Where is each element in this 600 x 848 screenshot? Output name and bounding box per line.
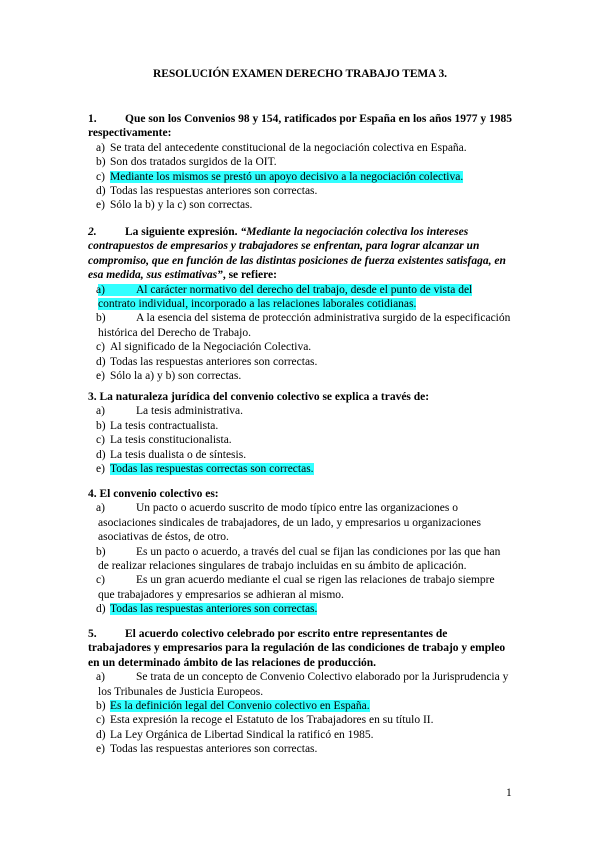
option-text: La tesis constitucionalista. xyxy=(110,434,232,447)
option-5a xyxy=(88,670,512,699)
option-label: c) xyxy=(96,714,105,727)
option-5e xyxy=(88,742,512,756)
question-3-text: 3. La naturaleza jurídica del convenio colectivo se explica a través de: xyxy=(88,391,430,403)
option-4d xyxy=(88,602,512,616)
option-1c xyxy=(88,170,512,184)
option-label: c) xyxy=(96,170,105,183)
option-label: a) xyxy=(96,405,105,418)
option-text: La tesis dualista o de síntesis. xyxy=(110,448,247,461)
option-text: A la esencia del sistema de protección administrativa surgido de la especificación histórica del Derecho de Trabajo. xyxy=(98,312,511,339)
question-2-quote: “Mediante la negociación colectiva los intereses contrapuestos de empresarios y trabajadores se enfrentan, para lograr alcanzar un compromiso, que en función de las distintas posiciones de fuerza existentes satisfaga, en esa medida, sus estimativas” xyxy=(88,226,506,282)
highlighted-answer: Todas las respuestas correctas son correctas. xyxy=(110,463,314,476)
page-number: 1 xyxy=(506,787,512,799)
option-4b xyxy=(88,545,512,574)
question-1 xyxy=(88,112,512,213)
option-label: b) xyxy=(96,156,106,169)
option-text: Al significado de la Negociación Colectiva. xyxy=(110,341,312,354)
option-3e xyxy=(88,462,512,476)
option-label: e) xyxy=(96,370,105,383)
option-text: Se trata de un concepto de Convenio Colectivo elaborado por la Jurisprudencia y los Tribunales de Justicia Europeos. xyxy=(98,671,509,698)
question-2-stem: La siguiente expresión. xyxy=(125,226,241,238)
option-4a xyxy=(88,501,512,544)
option-label: a) xyxy=(96,283,105,296)
option-3b xyxy=(88,419,512,433)
option-3a xyxy=(88,404,512,418)
option-1d xyxy=(88,184,512,198)
option-text: Un pacto o acuerdo suscrito de modo típico entre las organizaciones o asociaciones sindicales de trabajadores, de un lado, y empresarios u organizaciones asociativas de éstos, de otro. xyxy=(98,502,481,544)
option-3c xyxy=(88,433,512,447)
option-label: e) xyxy=(96,199,105,212)
option-label: d) xyxy=(96,185,106,198)
option-text: La tesis administrativa. xyxy=(136,405,243,418)
page-title: RESOLUCIÓN EXAMEN DERECHO TRABAJO TEMA 3. xyxy=(153,68,447,80)
question-5-stem: El acuerdo colectivo celebrado por escrito entre representantes de trabajadores y empresarios para la regulación de las condiciones de trabajo y empleo en un determinado ámbito de las relaciones de producción. xyxy=(88,628,506,669)
option-label: d) xyxy=(96,448,106,461)
option-text: Esta expresión la recoge el Estatuto de los Trabajadores en su título II. xyxy=(110,714,434,727)
question-2-stem-end: , se refiere: xyxy=(222,269,277,282)
option-2e xyxy=(88,369,512,383)
option-text: La Ley Orgánica de Libertad Sindical la ratificó en 1985. xyxy=(110,728,374,741)
question-1-text xyxy=(88,112,512,141)
question-5-number: 5. xyxy=(88,628,97,640)
option-label: a) xyxy=(96,502,105,515)
option-label: b) xyxy=(96,419,106,432)
option-text: Todas las respuestas anteriores son correctas. xyxy=(110,743,318,756)
option-label: b) xyxy=(96,312,106,325)
highlighted-answer: Al carácter normativo del derecho del trabajo, desde el punto de vista del contrato individual, incorporado a las relaciones laborales cotidianas. xyxy=(98,283,473,311)
question-4 xyxy=(88,487,512,617)
option-text: Todas las respuestas anteriores son correctas. xyxy=(110,185,318,198)
option-2b xyxy=(88,311,512,340)
option-label: b) xyxy=(96,700,106,713)
option-text: Es un gran acuerdo mediante el cual se rigen las relaciones de trabajo siempre que trabajadores y empresarios se adhieran al mismo. xyxy=(98,574,495,601)
option-5c xyxy=(88,713,512,727)
option-label: a) xyxy=(96,141,105,154)
highlighted-answer: Es la definición legal del Convenio colectivo en España. xyxy=(110,700,370,713)
option-label: e) xyxy=(96,463,105,476)
option-1b xyxy=(88,155,512,169)
question-2-number: 2. xyxy=(88,226,97,238)
option-text: Es un pacto o acuerdo, a través del cual se fijan las condiciones por las que han de realizar relaciones singulares de trabajo incluidas en su ámbito de aplicación. xyxy=(98,545,501,573)
highlighted-answer: Todas las respuestas anteriores son correctas. xyxy=(110,603,318,616)
option-4c xyxy=(88,573,512,602)
option-label: d) xyxy=(96,603,106,616)
option-label: b) xyxy=(96,545,106,558)
question-3 xyxy=(88,390,512,476)
option-label: c) xyxy=(96,574,105,587)
option-5b xyxy=(88,699,512,713)
question-1-stem: Que son los Convenios 98 y 154, ratificados por España en los años 1977 y 1985 respectivamente: xyxy=(88,113,513,140)
question-2 xyxy=(88,225,512,383)
option-label: d) xyxy=(96,728,106,741)
option-1a xyxy=(88,141,512,155)
question-2-text xyxy=(88,225,512,283)
option-text: La tesis contractualista. xyxy=(110,419,219,432)
highlighted-answer: Mediante los mismos se prestó un apoyo decisivo a la negociación colectiva. xyxy=(110,170,464,183)
option-2d xyxy=(88,355,512,369)
option-text: Se trata del antecedente constitucional de la negociación colectiva en España. xyxy=(110,141,467,154)
option-text: Sólo la a) y b) son correctas. xyxy=(110,370,242,383)
option-label: a) xyxy=(96,671,105,684)
option-label: c) xyxy=(96,434,105,447)
option-2c xyxy=(88,340,512,354)
option-label: e) xyxy=(96,743,105,756)
option-label: c) xyxy=(96,341,105,354)
option-text: Todas las respuestas anteriores son correctas. xyxy=(110,355,318,368)
question-1-number: 1. xyxy=(88,113,97,125)
question-5-text xyxy=(88,627,512,670)
option-5d xyxy=(88,728,512,742)
question-4-text: 4. El convenio colectivo es: xyxy=(88,488,219,500)
question-5 xyxy=(88,627,512,757)
option-text: Son dos tratados surgidos de la OIT. xyxy=(110,156,277,169)
option-2a xyxy=(88,283,512,312)
option-1e xyxy=(88,198,512,212)
option-text: Sólo la b) y la c) son correctas. xyxy=(110,199,253,212)
option-3d xyxy=(88,448,512,462)
option-label: d) xyxy=(96,355,106,368)
